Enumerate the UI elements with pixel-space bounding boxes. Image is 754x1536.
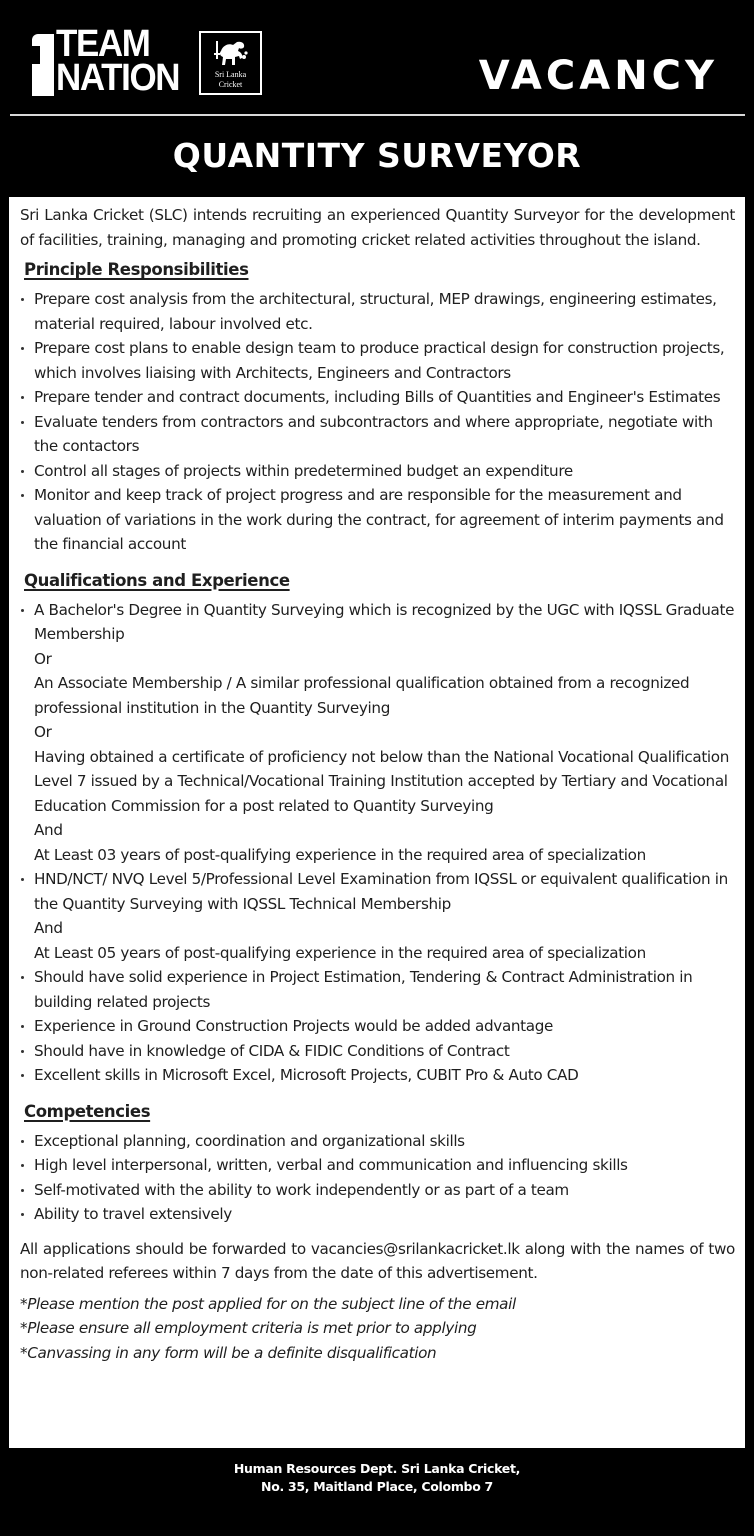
qualification-line: Having obtained a certificate of proficiency not below than the National Vocational Qualification Level 7 issued by a Technical/Vocational Training Institution accepted by Tertiary and Vocational Education Commission for a post related to Quantity Surveying: [34, 747, 730, 815]
list-item: Monitor and keep track of project progress and are responsible for the measurement and valuation of variations in the work during the contract, for agreement of interim payments and the financial account: [20, 483, 735, 557]
badge-text-sri-lanka: Sri Lanka: [214, 70, 247, 79]
list-item: Ability to travel extensively: [20, 1202, 735, 1227]
heading-competencies: Competencies: [24, 1101, 151, 1121]
list-item: Should have in knowledge of CIDA & FIDIC Conditions of Contract: [20, 1039, 735, 1064]
qualification-connector: And: [34, 821, 63, 839]
note-criteria: *Please ensure all employment criteria is met prior to applying: [20, 1319, 477, 1337]
list-item: Should have solid experience in Project Estimation, Tendering & Contract Administration in building related projects: [20, 965, 735, 1014]
qualification-connector: Or: [34, 723, 52, 741]
list-item: Prepare cost plans to enable design team to produce practical design for construction projects, which involves liaising with Architects, Engineers and Contractors: [20, 336, 735, 385]
list-item: High level interpersonal, written, verbal and communication and influencing skills: [20, 1153, 735, 1178]
qualification-line: An Associate Membership / A similar professional qualification obtained from a recognized professional institution in the Quantity Surveying: [34, 674, 690, 717]
qualification-line: At Least 03 years of post-qualifying experience in the required area of specialization: [34, 845, 646, 864]
footer-line-department: Human Resources Dept. Sri Lanka Cricket,: [233, 1461, 521, 1476]
heading-qualifications-experience: Qualifications and Experience: [24, 570, 290, 590]
application-text-end: along with the names of two non-related referees within 7 days from the date of this advertisement.: [20, 1239, 735, 1282]
qualification-line: At Least 05 years of post-qualifying experience in the required area of specialization: [34, 943, 646, 962]
intro-paragraph: Sri Lanka Cricket (SLC) intends recruiting an experienced Quantity Surveyor for the development of facilities, training, managing and promoting cricket related activities throughout the island.: [20, 206, 735, 249]
list-item: Experience in Ground Construction Projects would be added advantage: [20, 1014, 735, 1039]
list-item: Excellent skills in Microsoft Excel, Microsoft Projects, CUBIT Pro & Auto CAD: [20, 1063, 735, 1088]
badge-text-cricket: Cricket: [218, 80, 243, 89]
position-title: QUANTITY SURVEYOR: [172, 136, 582, 175]
application-email-link[interactable]: vacancies@srilankacricket.lk: [310, 1239, 520, 1258]
application-text-start: All applications should be forwarded to: [20, 1239, 311, 1258]
heading-principle-responsibilities: Principle Responsibilities: [24, 260, 249, 279]
logo-word-nation: NATION: [56, 57, 180, 99]
list-item: [20, 867, 735, 965]
qualifications-list: [20, 598, 735, 1088]
numeral-one-logo-icon: [32, 28, 54, 96]
list-item: Exceptional planning, coordination and organizational skills: [20, 1129, 735, 1154]
sri-lanka-cricket-badge: [199, 31, 262, 95]
note-canvassing: *Canvassing in any form will be a definite disqualification: [20, 1343, 437, 1362]
list-item: Control all stages of projects within predetermined budget an expenditure: [20, 459, 735, 484]
competencies-list: [20, 1129, 735, 1227]
qualification-line: A Bachelor's Degree in Quantity Surveying which is recognized by the UGC with IQSSL Graduate Membership: [34, 600, 735, 643]
list-item: Prepare cost analysis from the architectural, structural, MEP drawings, engineering estimates, material required, labour involved etc.: [20, 287, 735, 336]
qualification-line: HND/NCT/ NVQ Level 5/Professional Level Examination from IQSSL or equivalent qualification in the Quantity Surveying with IQSSL Technical Membership: [34, 870, 728, 913]
header-divider: [10, 114, 745, 116]
qualification-connector: And: [34, 919, 63, 937]
list-item: Prepare tender and contract documents, including Bills of Quantities and Engineer's Estimates: [20, 385, 735, 410]
note-subject-line: *Please mention the post applied for on the subject line of the email: [20, 1294, 516, 1313]
list-item: Evaluate tenders from contractors and subcontractors and where appropriate, negotiate with the contactors: [20, 410, 735, 459]
footer-address: [0, 1460, 754, 1496]
list-item: [20, 598, 735, 868]
header: [0, 0, 754, 197]
lion-emblem-icon: [213, 39, 249, 69]
logo-wordmark: [56, 23, 190, 99]
list-item: Self-motivated with the ability to work independently or as part of a team: [20, 1178, 735, 1203]
logo-word-team: TEAM: [56, 23, 150, 65]
application-instructions: [20, 1237, 735, 1286]
job-description-box: [9, 197, 745, 1448]
vacancy-label: VACANCY: [478, 53, 718, 99]
responsibilities-list: [20, 287, 735, 557]
footer-line-address: No. 35, Maitland Place, Colombo 7: [261, 1479, 493, 1494]
qualification-connector: Or: [34, 649, 52, 668]
team-nation-logo: [32, 23, 190, 99]
